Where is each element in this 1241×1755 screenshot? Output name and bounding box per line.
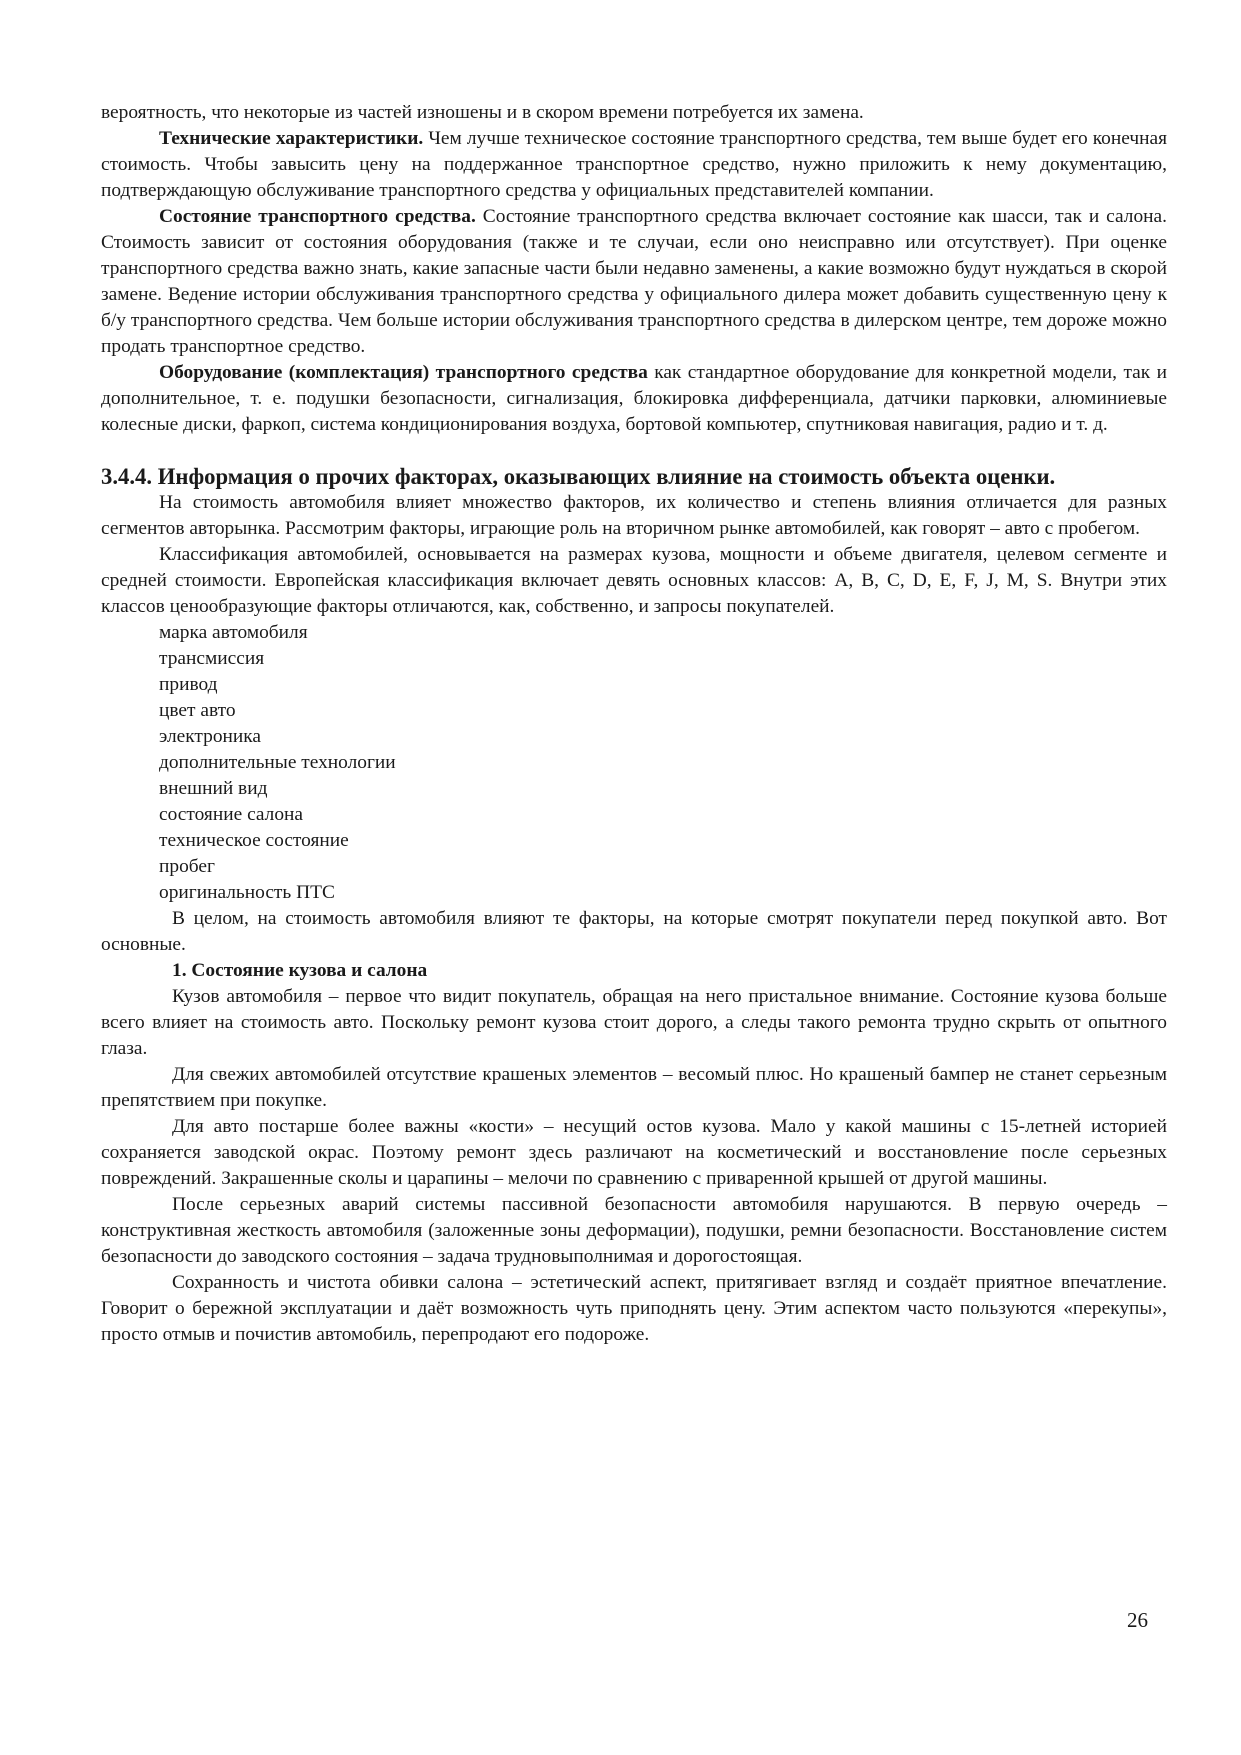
paragraph-text: вероятность, что некоторые из частей изношены и в скором времени потребуется их замена. [101,102,864,123]
document-page [101,100,1167,1348]
subheading-body-condition: 1. Состояние кузова и салона [172,960,428,981]
factor-item: трансмиссия [159,648,265,669]
factor-item: внешний вид [159,778,268,799]
factor-item: цвет авто [159,700,236,721]
paragraph-vehicle-condition [101,204,1167,360]
factor-item: электроника [159,726,262,747]
paragraph-text: Чем лучше техническое состояние транспортного средства, тем выше будет его конечная стоимость. Чтобы завысить цену на поддержанное транспортное средство, нужно приложить к нему документацию, подтверждающую обслуживание транспортного средства у официальных представителей компании. [101,128,1167,201]
classification-paragraph: Классификация автомобилей, основывается на размерах кузова, мощности и объеме двигателя, целевом сегменте и средней стоимости. Европейская классификация включает девять основных классов: A, B, C, D, E, F, J, M, S. Внутри этих классов ценообразующие факторы отличаются, как, собственно, и запросы покупателей. [101,544,1167,617]
paragraph-equipment [101,360,1167,438]
paragraph-lead: Состояние транспортного средства. [159,206,476,227]
paragraph-lead: Технические характеристики. [159,128,424,149]
body-paragraph: После серьезных аварий системы пассивной безопасности автомобиля нарушаются. В первую очередь – конструктивная жесткость автомобиля (заложенные зоны деформации), подушки, ремни безопасности. Восстановление систем безопасности до заводского состояния – задача трудновыполнимая и дорогостоящая. [101,1194,1167,1267]
factor-item: дополнительные технологии [159,752,396,773]
body-paragraph: Для свежих автомобилей отсутствие крашеных элементов – весомый плюс. Но крашеный бампер не станет серьезным препятствием при покупке. [101,1064,1167,1111]
section-heading: 3.4.4. Информация о прочих факторах, оказывающих влияние на стоимость объекта оценки. [101,464,1056,489]
factor-item: привод [159,674,218,695]
paragraph-text: Состояние транспортного средства включает состояние как шасси, так и салона. Стоимость зависит от состояния оборудования (также и те случаи, если оно неисправно или отсутствует). При оценке транспортного средства важно знать, какие запасные части были недавно заменены, а какие возможно будут нуждаться в скорой замене. Ведение истории обслуживания транспортного средства у официального дилера может добавить существенную цену к б/у транспортного средства. Чем больше истории обслуживания транспортного средства в дилерском центре, тем дороже можно продать транспортное средство. [101,206,1167,357]
summary-paragraph: В целом, на стоимость автомобиля влияют те факторы, на которые смотрят покупатели перед покупкой авто. Вот основные. [101,908,1167,955]
paragraph-continuation [101,100,1167,126]
section-intro: На стоимость автомобиля влияет множество факторов, их количество и степень влияния отличается для разных сегментов авторынка. Рассмотрим факторы, играющие роль на вторичном рынке автомобилей, как говорят – авто с пробегом. [101,492,1167,539]
body-paragraph: Сохранность и чистота обивки салона – эстетический аспект, притягивает взгляд и создаёт приятное впечатление. Говорит о бережной эксплуатации и даёт возможность чуть приподнять цену. Этим аспектом часто пользуются «перекупы», просто отмыв и почистив автомобиль, перепродают его подороже. [101,1272,1167,1345]
factor-item: марка автомобиля [159,622,308,643]
paragraph-text: как стандартное оборудование для конкретной модели, так и дополнительное, т. е. подушки безопасности, сигнализация, блокировка дифференциала, датчики парковки, алюминиевые колесные диски, фаркоп, система кондиционирования воздуха, бортовой компьютер, спутниковая навигация, радио и т. д. [101,362,1167,435]
factor-item: состояние салона [159,804,304,825]
factor-item: оригинальность ПТС [159,882,335,903]
factor-item: техническое состояние [159,830,349,851]
paragraph-lead: Оборудование (комплектация) транспортного средства [159,362,648,383]
page-number: 26 [1127,1608,1148,1632]
body-paragraph: Кузов автомобиля – первое что видит покупатель, обращая на него пристальное внимание. Состояние кузова больше всего влияет на стоимость авто. Поскольку ремонт кузова стоит дорого, а следы такого ремонта трудно скрыть от опытного глаза. [101,986,1167,1059]
paragraph-technical-specs [101,126,1167,204]
factor-item: пробег [159,856,215,877]
factors-list [101,620,1167,906]
body-paragraph: Для авто постарше более важны «кости» – несущий остов кузова. Мало у какой машины с 15-летней историей сохраняется заводской окрас. Поэтому ремонт здесь различают на косметический и восстановление после серьезных повреждений. Закрашенные сколы и царапины – мелочи по сравнению с приваренной крышей от другой машины. [101,1116,1167,1189]
